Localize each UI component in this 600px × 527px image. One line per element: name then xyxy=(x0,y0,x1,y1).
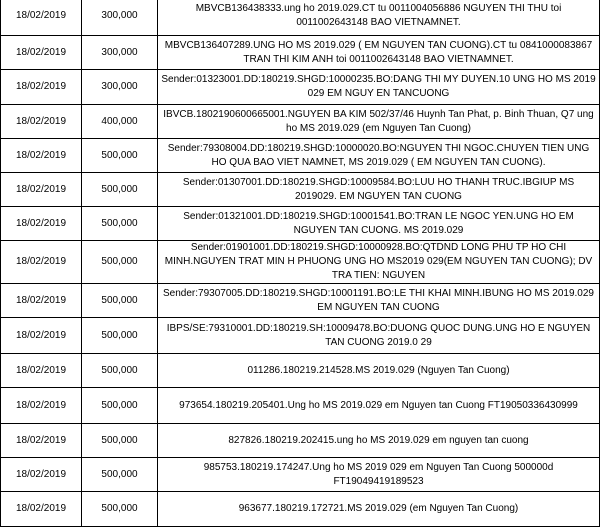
table-row xyxy=(1,241,600,284)
description-cell: Sender:01321001.DD:180219.SHGD:10001541.BO:TRAN LE NGOC YEN.UNG HO EM NGUYEN TAN CUONG. MS 2019.029 xyxy=(158,207,600,241)
date-cell: 18/02/2019 xyxy=(1,318,82,354)
table-row xyxy=(1,173,600,207)
description-cell: 827826.180219.202415.ung ho MS 2019.029 em nguyen tan cuong xyxy=(158,424,600,458)
amount-cell: 500,000 xyxy=(82,207,158,241)
table-row xyxy=(1,424,600,458)
amount-cell: 300,000 xyxy=(82,70,158,105)
date-cell: 18/02/2019 xyxy=(1,354,82,388)
table-row xyxy=(1,388,600,424)
description-cell: 973654.180219.205401.Ung ho MS 2019.029 em Nguyen tan Cuong FT19050336430999 xyxy=(158,388,600,424)
table-row xyxy=(1,318,600,354)
description-cell: Sender:01901001.DD:180219.SHGD:10000928.BO:QTDND LONG PHU TP HO CHI MINH.NGUYEN TRAT MIN H PHUONG UNG HO MS2019 029(EM NGUYEN TAN CUONG); DV TRA TIEN: NGUYEN xyxy=(158,241,600,284)
date-cell: 18/02/2019 xyxy=(1,173,82,207)
date-cell: 18/02/2019 xyxy=(1,207,82,241)
table-row xyxy=(1,0,600,36)
table-row xyxy=(1,36,600,70)
table-row xyxy=(1,139,600,173)
table-row xyxy=(1,284,600,318)
date-cell: 18/02/2019 xyxy=(1,70,82,105)
table-row xyxy=(1,105,600,139)
description-cell: 963677.180219.172721.MS 2019.029 (em Nguyen Tan Cuong) xyxy=(158,492,600,527)
description-cell: Sender:79307005.DD:180219.SHGD:10001191.BO:LE THI KHAI MINH.IBUNG HO MS 2019.029 EM NGUYEN TAN CUONG xyxy=(158,284,600,318)
description-cell: Sender:01307001.DD:180219.SHGD:10009584.BO:LUU HO THANH TRUC.IBGIUP MS 2019029. EM NGUYEN TAN CUONG xyxy=(158,173,600,207)
date-cell: 18/02/2019 xyxy=(1,105,82,139)
transaction-table-body xyxy=(1,0,600,527)
amount-cell: 500,000 xyxy=(82,139,158,173)
description-cell: MBVCB136438333.ung ho 2019.029.CT tu 0011004056886 NGUYEN THI THU toi 0011002643148 BAO VIETNAMNET. xyxy=(158,0,600,36)
amount-cell: 500,000 xyxy=(82,173,158,207)
date-cell: 18/02/2019 xyxy=(1,36,82,70)
table-row xyxy=(1,70,600,105)
date-cell: 18/02/2019 xyxy=(1,388,82,424)
description-cell: 011286.180219.214528.MS 2019.029 (Nguyen Tan Cuong) xyxy=(158,354,600,388)
description-cell: IBPS/SE:79310001.DD:180219.SH:10009478.BO:DUONG QUOC DUNG.UNG HO E NGUYEN TAN CUONG 2019.0 29 xyxy=(158,318,600,354)
amount-cell: 500,000 xyxy=(82,354,158,388)
date-cell: 18/02/2019 xyxy=(1,284,82,318)
amount-cell: 500,000 xyxy=(82,318,158,354)
date-cell: 18/02/2019 xyxy=(1,492,82,527)
description-cell: MBVCB136407289.UNG HO MS 2019.029 ( EM NGUYEN TAN CUONG).CT tu 0841000083867 TRAN THI KIM ANH toi 0011002643148 BAO VIETNAMNET. xyxy=(158,36,600,70)
amount-cell: 500,000 xyxy=(82,284,158,318)
description-cell: Sender:01323001.DD:180219.SHGD:10000235.BO:DANG THI MY DUYEN.10 UNG HO MS 2019 029 EM NGUY EN TANCUONG xyxy=(158,70,600,105)
table-row xyxy=(1,458,600,492)
table-row xyxy=(1,207,600,241)
table-row xyxy=(1,354,600,388)
description-cell: IBVCB.1802190600665001.NGUYEN BA KIM 502/37/46 Huynh Tan Phat, p. Binh Thuan, Q7 ung ho MS 2019.029 (em Nguyen Tan Cuong) xyxy=(158,105,600,139)
amount-cell: 500,000 xyxy=(82,424,158,458)
date-cell: 18/02/2019 xyxy=(1,241,82,284)
date-cell: 18/02/2019 xyxy=(1,458,82,492)
description-cell: 985753.180219.174247.Ung ho MS 2019 029 em Nguyen Tan Cuong 500000d FT19049419189523 xyxy=(158,458,600,492)
amount-cell: 400,000 xyxy=(82,105,158,139)
amount-cell: 500,000 xyxy=(82,241,158,284)
date-cell: 18/02/2019 xyxy=(1,424,82,458)
amount-cell: 500,000 xyxy=(82,458,158,492)
amount-cell: 300,000 xyxy=(82,0,158,36)
amount-cell: 500,000 xyxy=(82,492,158,527)
table-row xyxy=(1,492,600,527)
description-cell: Sender:79308004.DD:180219.SHGD:10000020.BO:NGUYEN THI NGOC.CHUYEN TIEN UNG HO QUA BAO VIET NAMNET, MS 2019.029 ( EM NGUYEN TAN CUONG). xyxy=(158,139,600,173)
amount-cell: 500,000 xyxy=(82,388,158,424)
date-cell: 18/02/2019 xyxy=(1,0,82,36)
amount-cell: 300,000 xyxy=(82,36,158,70)
date-cell: 18/02/2019 xyxy=(1,139,82,173)
